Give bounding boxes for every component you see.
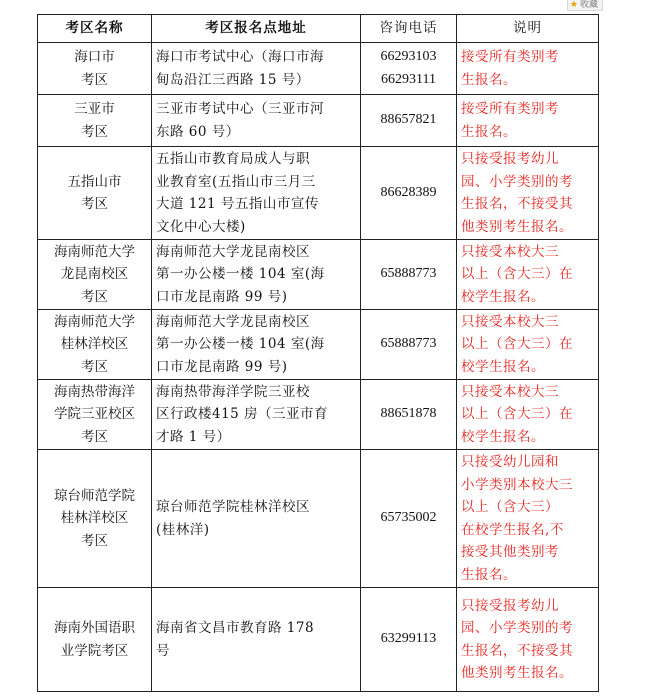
note-cell-line: 只接受报考幼儿 [461,151,559,167]
area-cell [38,380,152,450]
area-cell-line: 海南热带海洋 [54,383,135,400]
phone-cell-line: 65888773 [380,336,437,352]
note-cell-line: 校学生报名。 [461,358,545,375]
address-cell-line: 东路 60 号） [156,123,240,140]
note-cell-line: 生报名，不接受其 [461,642,573,659]
address-cell-line: 业教育室(五指山市三月三 [156,173,316,190]
area-cell [38,147,152,240]
address-cell-line: (桂林洋) [156,521,210,538]
table-row [38,450,599,588]
note-cell-line: 以上（含大三）在 [461,336,573,353]
favorite-label: 收藏 [579,0,598,10]
address-cell-line: 才路 1 号） [156,428,231,445]
note-cell [457,310,599,380]
address-cell-line: 海南师范大学龙昆南校区 [156,243,310,260]
note-cell-line: 园、小学类别的考 [461,173,573,190]
phone-cell [361,95,457,147]
note-cell [457,588,599,692]
address-cell [152,588,361,692]
note-cell [457,450,599,588]
phone-cell-line: 63299113 [380,631,437,647]
table-row [38,380,599,450]
area-cell-line: 海南师范大学 [54,313,135,330]
note-cell-line: 生报名。 [461,123,517,140]
area-cell [38,588,152,692]
address-cell [152,95,361,147]
area-cell [38,95,152,147]
address-cell-line: 口市龙昆南路 99 号) [156,288,288,305]
area-cell [38,240,152,310]
note-cell-line: 以上（含大三） [461,499,559,515]
address-cell-line: 口市龙昆南路 99 号) [156,358,288,375]
star-icon: ★ [569,0,578,10]
note-cell-line: 他类别考生报名。 [461,218,573,235]
note-cell-line: 园、小学类别的考 [461,620,573,636]
address-cell-line: 五指山市教育局成人与职 [156,151,310,167]
phone-cell-line: 88651878 [380,406,437,422]
note-cell [457,147,599,240]
address-cell [152,43,361,95]
table-row [38,588,599,692]
area-cell-line: 考区 [81,288,108,305]
table-row [38,95,599,147]
area-cell-line: 学院三亚校区 [54,406,135,423]
note-cell-line: 接受其他类别考 [461,544,559,560]
address-cell-line: 甸岛沿江三西路 15 号） [156,71,310,88]
phone-cell-line: 88657821 [380,112,437,128]
area-cell-line: 桂林洋校区 [60,510,129,527]
address-cell-line: 第一办公楼一楼 104 室(海 [156,266,325,283]
area-cell-line: 考区 [81,358,108,375]
area-cell [38,43,152,95]
note-cell [457,43,599,95]
area-cell-line: 考区 [81,123,108,140]
address-cell-line: 海南省文昌市教育路 178 [156,620,315,636]
table-row [38,147,599,240]
address-cell-line: 海南热带海洋学院三亚校 [156,383,310,400]
header-address: 考区报名点地址 [152,15,361,43]
address-cell-line: 三亚市考试中心（三亚市河 [156,101,324,117]
address-cell-line: 琼台师范学院桂林洋校区 [156,499,310,515]
favorite-button[interactable] [567,0,603,11]
note-cell-line: 只接受本校大三 [461,243,559,260]
phone-cell-line: 65735002 [380,510,437,526]
note-cell-line: 生报名，不接受其 [461,196,573,212]
note-cell-line: 校学生报名。 [461,288,545,305]
phone-cell [361,43,457,95]
area-cell-line: 海南师范大学 [54,243,135,260]
address-cell-line: 文化中心大楼) [156,218,246,235]
note-cell-line: 以上（含大三）在 [461,406,573,423]
registration-table [37,14,599,692]
area-cell-line: 海口市 [74,49,115,65]
phone-cell-line: 86628389 [380,184,437,200]
area-cell-line: 考区 [81,428,108,445]
header-phone: 咨询电话 [361,15,457,43]
note-cell [457,95,599,147]
phone-cell-line: 65888773 [380,266,437,282]
address-cell-line: 第一办公楼一楼 104 室(海 [156,336,325,353]
area-cell-line: 考区 [81,196,108,212]
address-cell-line: 区行政楼415 房（三亚市育 [156,406,329,423]
area-cell-line: 龙昆南校区 [60,266,129,283]
address-cell-line: 大道 121 号五指山市宣传 [156,196,319,212]
area-cell-line: 考区 [81,71,108,88]
area-cell [38,450,152,588]
address-cell [152,310,361,380]
note-cell-line: 他类别考生报名。 [461,665,573,681]
area-cell [38,310,152,380]
note-cell-line: 接受所有类别考 [461,101,559,117]
note-cell-line: 只接受本校大三 [461,313,559,330]
note-cell-line: 只接受本校大三 [461,383,559,400]
phone-cell [361,310,457,380]
address-cell [152,147,361,240]
area-cell-line: 五指山市 [67,173,122,190]
area-cell-line: 业学院考区 [60,642,129,659]
note-cell-line: 只接受报考幼儿 [461,597,559,614]
phone-cell [361,240,457,310]
area-cell-line: 海南外国语职 [54,620,135,636]
area-cell-line: 桂林洋校区 [60,336,129,353]
note-cell-line: 只接受幼儿园和 [461,454,559,470]
area-cell-line: 考区 [81,532,108,549]
note-cell-line: 以上（含大三）在 [461,266,573,283]
table-row [38,43,599,95]
header-note: 说明 [457,15,599,43]
phone-cell-line: 66293111 [381,71,436,87]
table-row [38,240,599,310]
address-cell-line: 海口市考试中心（海口市海 [156,49,324,65]
area-cell-line: 琼台师范学院 [54,487,135,504]
note-cell-line: 在校学生报名,不 [461,521,564,538]
phone-cell [361,380,457,450]
address-cell [152,380,361,450]
address-cell-line: 海南师范大学龙昆南校区 [156,313,310,330]
note-cell-line: 接受所有类别考 [461,49,559,65]
note-cell [457,380,599,450]
table-row [38,310,599,380]
phone-cell [361,450,457,588]
note-cell-line: 小学类别本校大三 [461,476,573,493]
note-cell-line: 校学生报名。 [461,428,545,445]
note-cell [457,240,599,310]
phone-cell [361,588,457,692]
phone-cell-line: 66293103 [380,49,437,64]
table-header-row [38,15,599,43]
address-cell [152,450,361,588]
address-cell-line: 号 [156,642,170,659]
header-area: 考区名称 [38,15,152,43]
note-cell-line: 生报名。 [461,566,517,583]
phone-cell [361,147,457,240]
note-cell-line: 生报名。 [461,71,517,88]
address-cell [152,240,361,310]
area-cell-line: 三亚市 [74,101,115,117]
